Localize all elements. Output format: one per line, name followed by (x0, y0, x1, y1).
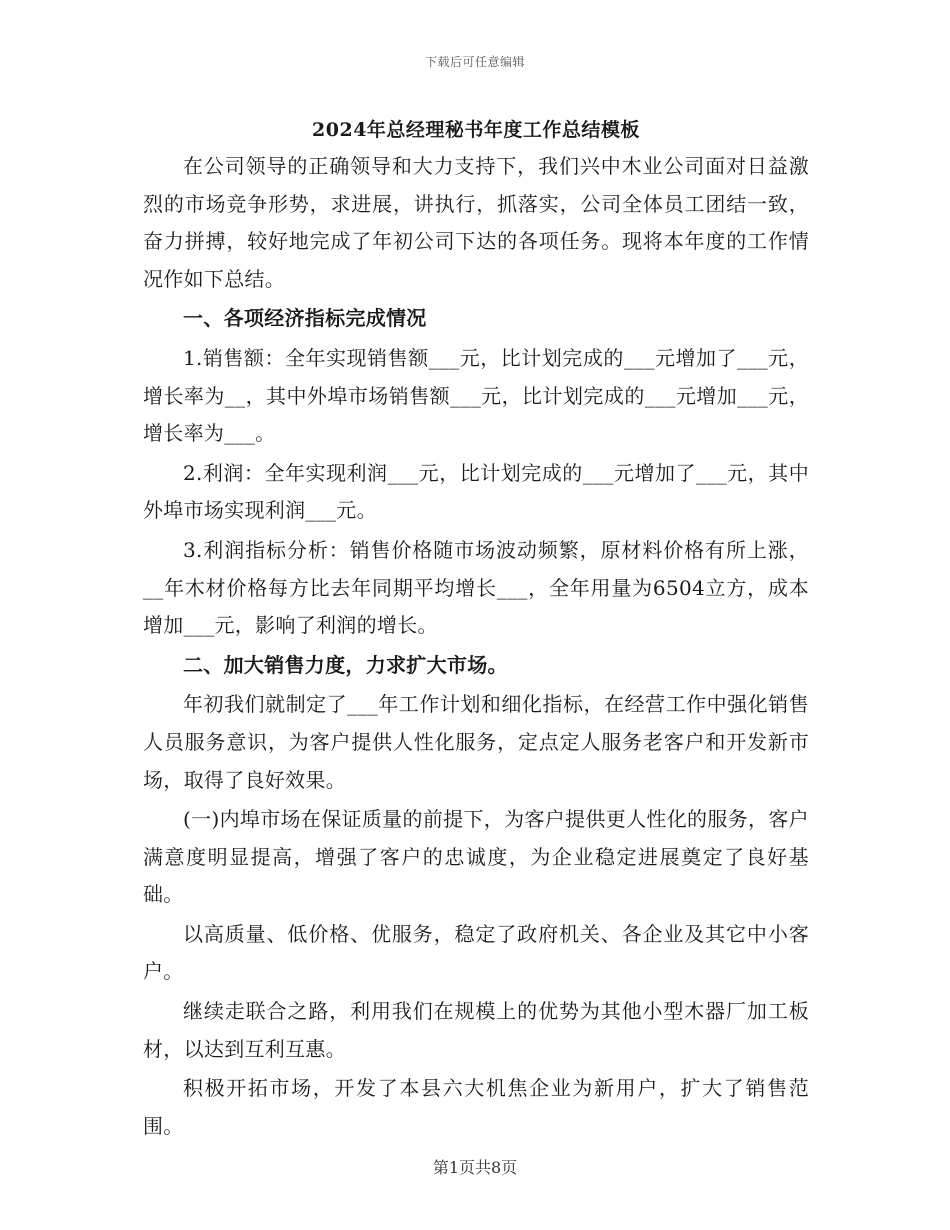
paragraph-quality-price-service: 以高质量、低价格、优服务，稳定了政府机关、各企业及其它中小客户。 (143, 921, 809, 984)
paragraph-profit: 2.利润：全年实现利润___元，比计划完成的___元增加了___元，其中外埠市场实现利润___元。 (143, 460, 809, 523)
intro-paragraph: 在公司领导的正确领导和大力支持下，我们兴中木业公司面对日益激烈的市场竞争形势，求进展，讲执行，抓落实，公司全体员工团结一致，奋力拼搏，较好地完成了年初公司下达的各项任务。现将本年度的工作情况作如下总结。 (143, 154, 809, 291)
paragraph-profit-analysis: 3.利润指标分析：销售价格随市场波动频繁，原材料价格有所上涨，__年木材价格每方比去年同期平均增长___，全年用量为6504立方，成本增加___元，影响了利润的增长。 (143, 537, 809, 638)
paragraph-sales-revenue: 1.销售额：全年实现销售额___元，比计划完成的___元增加了___元，增长率为__，其中外埠市场销售额___元，比计划完成的___元增加___元，增长率为___。 (143, 345, 809, 446)
paragraph-market-development: 积极开拓市场，开发了本县六大机焦企业为新用户，扩大了销售范围。 (143, 1076, 809, 1138)
paragraph-joint-processing: 继续走联合之路，利用我们在规模上的优势为其他小型木器厂加工板材，以达到互利互惠。 (143, 999, 809, 1061)
document-title: 2024年总经理秘书年度工作总结模板 (312, 119, 640, 141)
paragraph-annual-plan: 年初我们就制定了___年工作计划和细化指标，在经营工作中强化销售人员服务意识，为客户提供人性化服务，定点定人服务老客户和开发新市场，取得了良好效果。 (143, 692, 809, 792)
page-header-note: 下载后可任意编辑 (424, 55, 525, 69)
document-body (143, 112, 809, 1145)
page-number-footer: 第1页共8页 (432, 1158, 518, 1177)
section-heading-sales-expansion: 二、加大销售力度，力求扩大市场。 (183, 652, 508, 677)
section-heading-economic-indicators: 一、各项经济指标完成情况 (183, 306, 427, 331)
paragraph-domestic-market: (一)内埠市场在保证质量的前提下，为客户提供更人性化的服务，客户满意度明显提高，增强了客户的忠诚度，为企业稳定进展奠定了良好基础。 (143, 807, 809, 907)
